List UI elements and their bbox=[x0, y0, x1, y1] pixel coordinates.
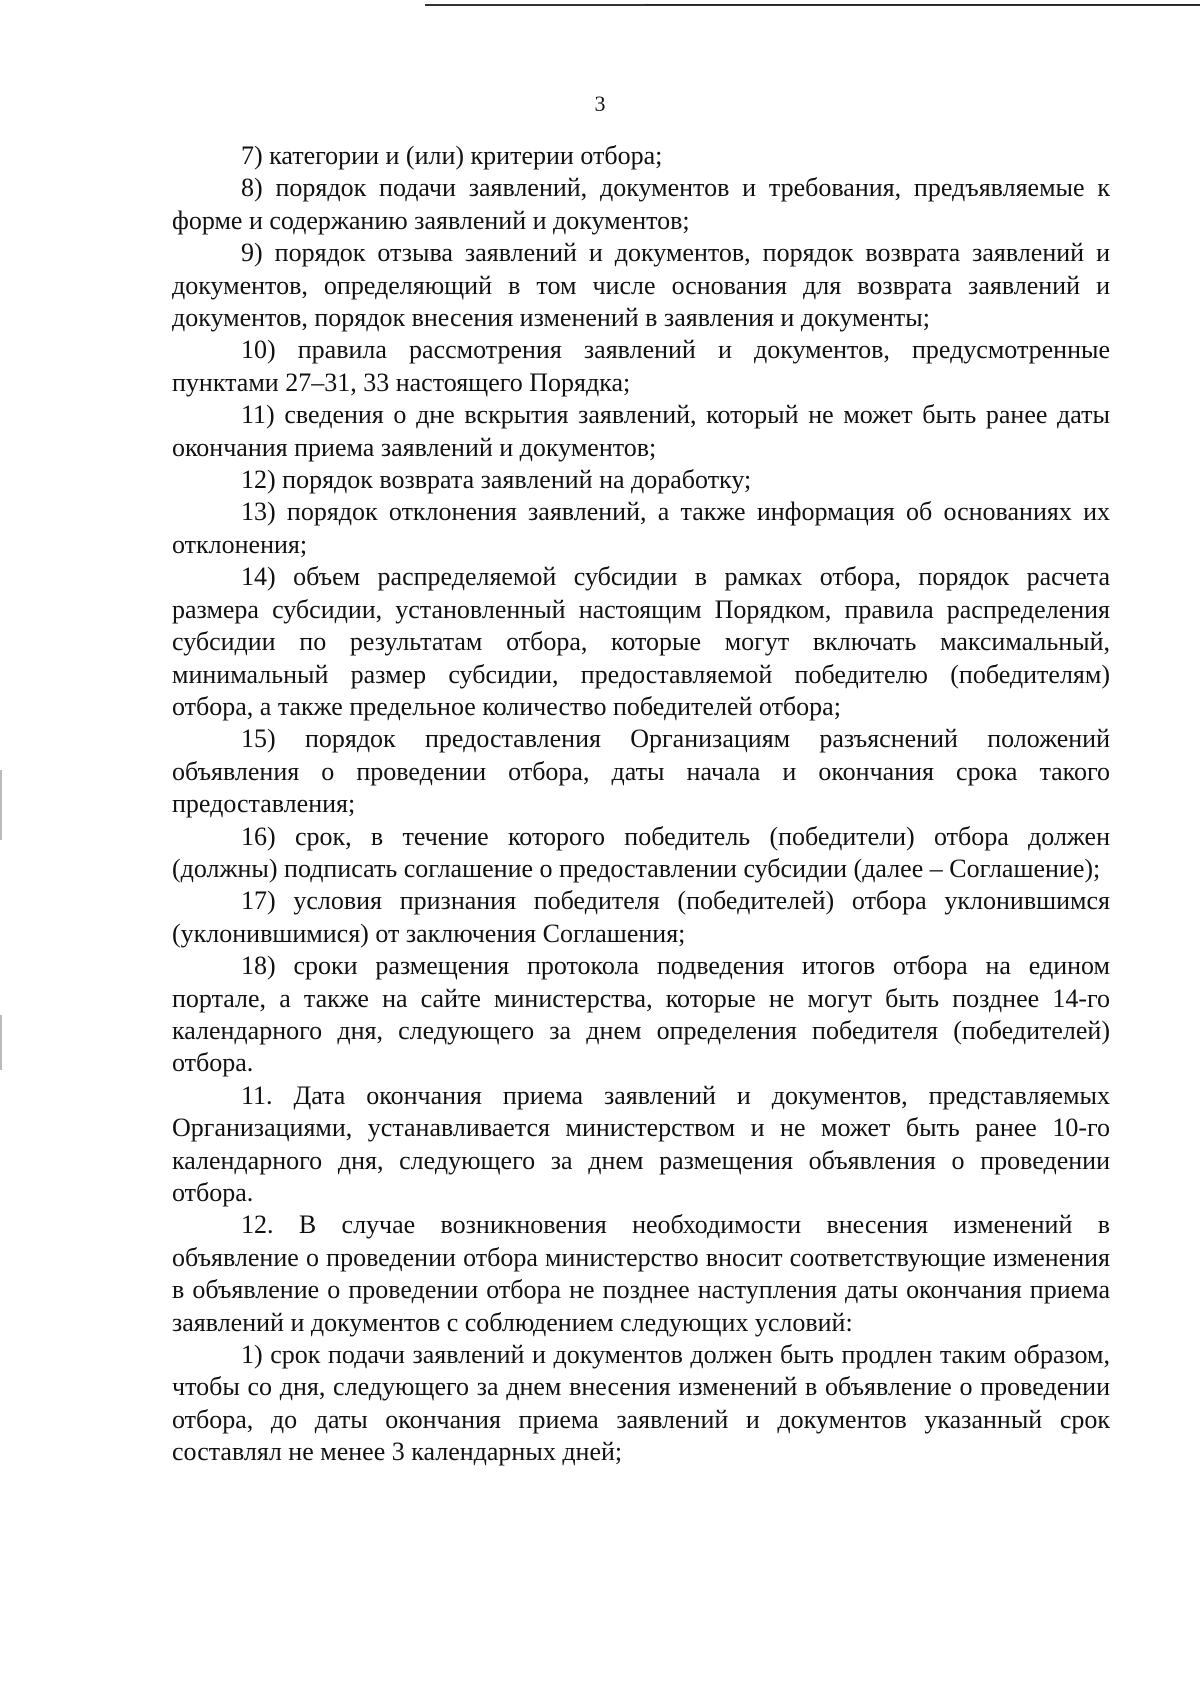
list-item-10: 10) правила рассмотрения заявлений и документов, предусмотренные пунктами 27–31, 33 настоящего Порядка; bbox=[172, 335, 1110, 397]
scan-edge-mark bbox=[0, 770, 2, 840]
list-item-14: 14) объем распределяемой субсидии в рамках отбора, порядок расчета размера субсидии, установленный настоящим Порядком, правила распределения субсидии по результатам отбора, которые могут включать максимальный, минимальный размер субсидии, предоставляемой победителю (победителям) отбора, а также предельное количество победителей отбора; bbox=[172, 562, 1110, 721]
top-edge-line-thin bbox=[645, 4, 1200, 5]
list-item-8: 8) порядок подачи заявлений, документов и требования, предъявляемые к форме и содержанию заявлений и документов; bbox=[172, 173, 1110, 235]
clause-12: 12. В случае возникновения необходимости внесения изменений в объявление о проведении отбора министерство вносит соответствующие изменения в объявление о проведении отбора не позднее наступления даты окончания приема заявлений и документов с соблюдением следующих условий: bbox=[172, 1210, 1110, 1337]
list-item-11: 11) сведения о дне вскрытия заявлений, который не может быть ранее даты окончания приема заявлений и документов; bbox=[172, 400, 1110, 462]
list-item-9: 9) порядок отзыва заявлений и документов, порядок возврата заявлений и документов, определяющий в том числе основания для возврата заявлений и документов, порядок внесения изменений в заявления и документы; bbox=[172, 238, 1110, 333]
list-item-16: 16) срок, в течение которого победитель (победители) отбора должен (должны) подписать соглашение о предоставлении субсидии (далее – Соглашение); bbox=[172, 821, 1110, 883]
clause-12-item-1: 1) срок подачи заявлений и документов должен быть продлен таким образом, чтобы со дня, следующего за днем внесения изменений в объявление о проведении отбора, до даты окончания приема заявлений и документов указанный срок составлял не менее 3 календарных дней; bbox=[172, 1340, 1110, 1467]
scan-edge-mark bbox=[0, 1015, 2, 1070]
list-item-13: 13) порядок отклонения заявлений, а также информация об основаниях их отклонения; bbox=[172, 497, 1110, 559]
list-item-7: 7) категории и (или) критерии отбора; bbox=[241, 141, 663, 170]
document-body bbox=[172, 140, 1110, 1469]
list-item-12: 12) порядок возврата заявлений на доработку; bbox=[241, 465, 752, 495]
list-item-17: 17) условия признания победителя (победителей) отбора уклонившимся (уклонившимися) от заключения Соглашения; bbox=[172, 886, 1110, 948]
clause-11: 11. Дата окончания приема заявлений и документов, представляемых Организациями, устанавливается министерством и не может быть ранее 10-го календарного дня, следующего за днем размещения объявления о проведении отбора. bbox=[172, 1080, 1110, 1207]
list-item-18: 18) сроки размещения протокола подведения итогов отбора на едином портале, а также на сайте министерства, которые не могут быть позднее 14-го календарного дня, следующего за днем определения победителя (победителей) отбора. bbox=[172, 951, 1110, 1078]
page-number: 3 bbox=[594, 91, 606, 116]
list-item-15: 15) порядок предоставления Организациям разъяснений положений объявления о проведении отбора, даты начала и окончания срока такого предоставления; bbox=[172, 724, 1110, 819]
